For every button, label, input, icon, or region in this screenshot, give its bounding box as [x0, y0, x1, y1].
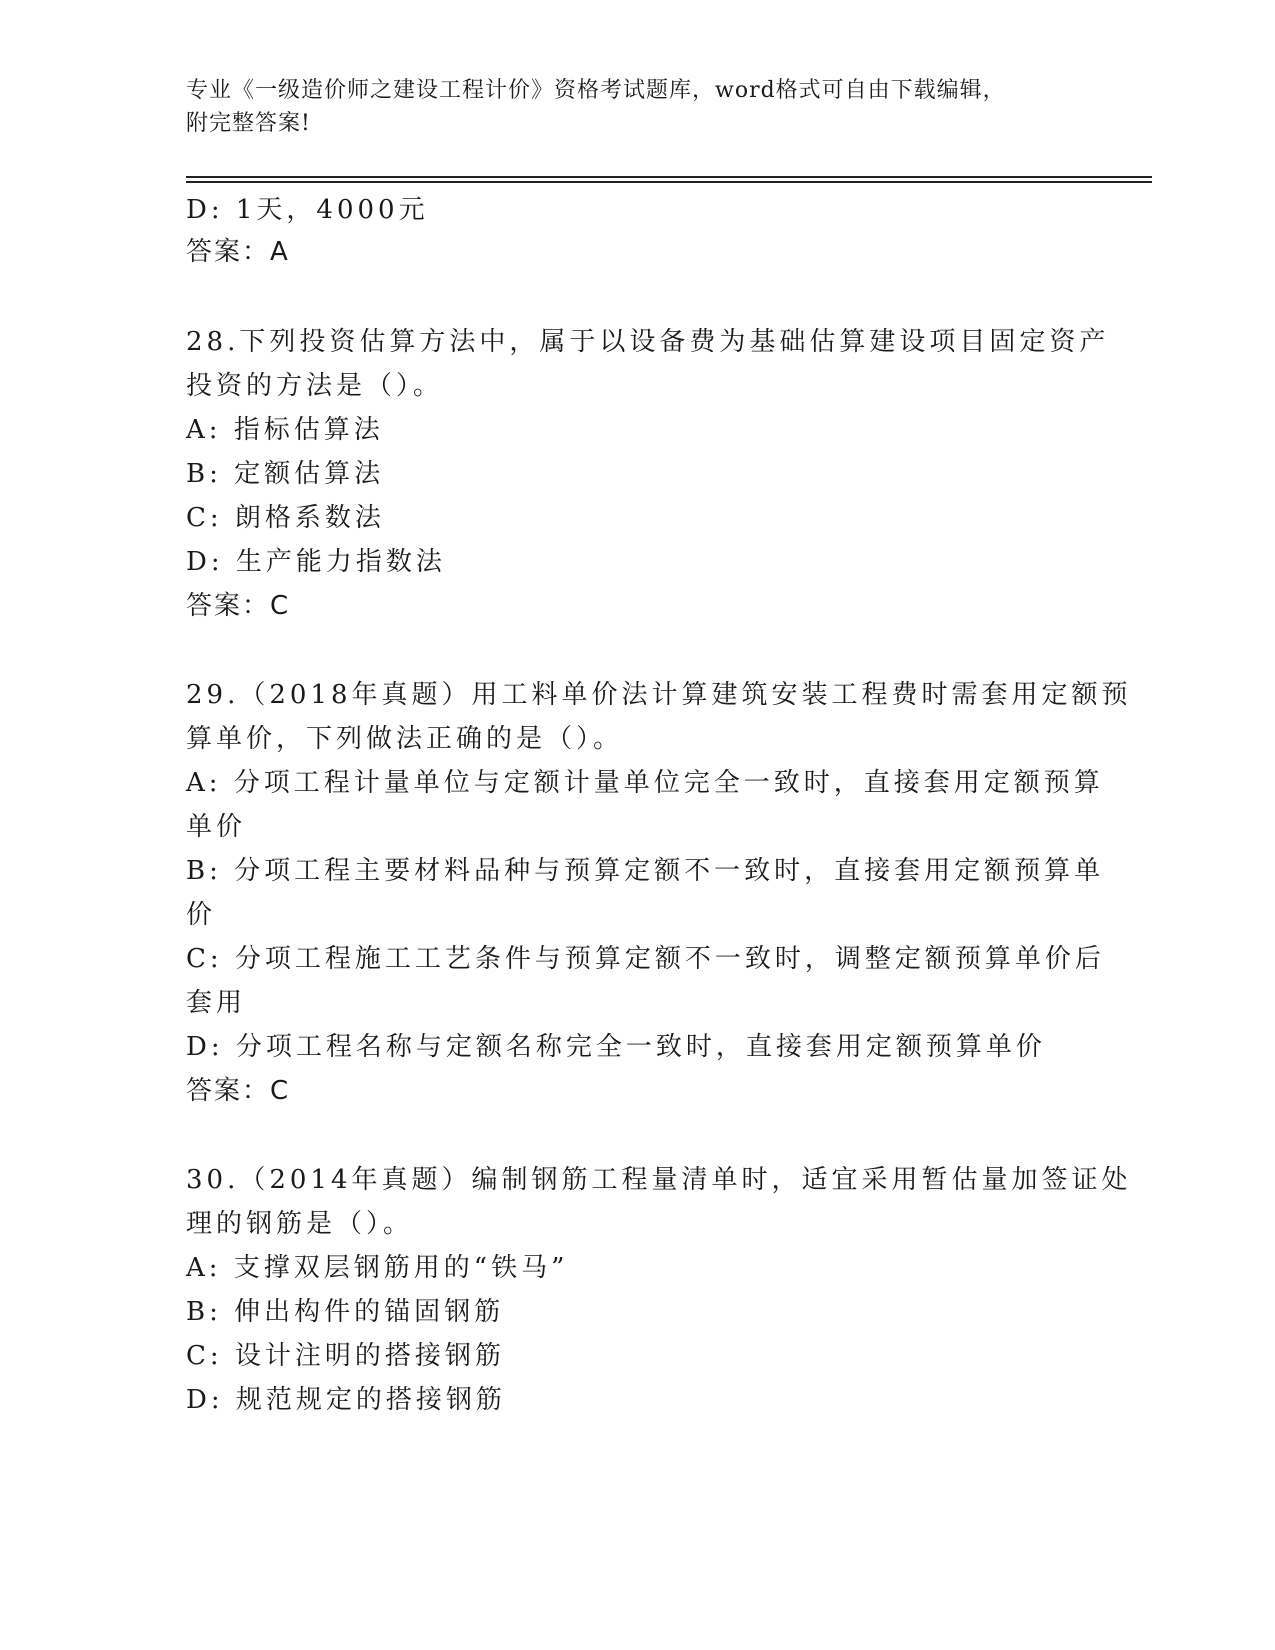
- q30-stem-line-1: 30.（2014年真题）编制钢筋工程量清单时，适宜采用暂估量加签证处: [186, 1165, 1132, 1195]
- document-header: [186, 74, 1086, 140]
- header-line-2: 附完整答案!: [186, 111, 311, 136]
- q29-option-c-line-1: C: 分项工程施工工艺条件与预算定额不一致时，调整定额预算单价后: [186, 944, 1105, 974]
- q28-stem-line-2: 投资的方法是（）。: [186, 371, 444, 401]
- header-divider-top: [186, 176, 1152, 178]
- q29-answer: 答案：C: [186, 1076, 291, 1106]
- q29-option-b-line-1: B: 分项工程主要材料品种与预算定额不一致时，直接套用定额预算单: [186, 856, 1105, 886]
- q29-option-b-line-2: 价: [186, 900, 217, 930]
- prev-option-d: D: 1天，4000元: [186, 195, 429, 225]
- q28-stem-line-1: 28.下列投资估算方法中，属于以设备费为基础估算建设项目固定资产: [186, 327, 1110, 357]
- q28-option-b: B: 定额估算法: [186, 459, 385, 489]
- header-divider-bottom: [186, 181, 1152, 183]
- q28-option-d: D: 生产能力指数法: [186, 547, 446, 577]
- header-line-1: 专业《一级造价师之建设工程计价》资格考试题库，word格式可自由下载编辑，: [186, 78, 1006, 103]
- q28-option-c: C: 朗格系数法: [186, 503, 385, 533]
- prev-answer: 答案：A: [186, 237, 290, 267]
- q30-option-a: A: 支撑双层钢筋用的“铁马”: [186, 1253, 569, 1283]
- q30-option-b: B: 伸出构件的锚固钢筋: [186, 1297, 505, 1327]
- q30-option-c: C: 设计注明的搭接钢筋: [186, 1341, 505, 1371]
- q28-option-a: A: 指标估算法: [186, 415, 384, 445]
- q29-option-d: D: 分项工程名称与定额名称完全一致时，直接套用定额预算单价: [186, 1032, 1046, 1062]
- q29-option-c-line-2: 套用: [186, 988, 247, 1018]
- q29-stem-line-2: 算单价，下列做法正确的是（）。: [186, 724, 624, 754]
- q29-option-a-line-1: A: 分项工程计量单位与定额计量单位完全一致时，直接套用定额预算: [186, 768, 1104, 798]
- q29-stem-line-1: 29.（2018年真题）用工料单价法计算建筑安装工程费时需套用定额预: [186, 680, 1132, 710]
- q30-stem-line-2: 理的钢筋是（）。: [186, 1209, 414, 1239]
- q29-option-a-line-2: 单价: [186, 812, 247, 842]
- q30-option-d: D: 规范规定的搭接钢筋: [186, 1385, 506, 1415]
- q28-answer: 答案：C: [186, 591, 291, 621]
